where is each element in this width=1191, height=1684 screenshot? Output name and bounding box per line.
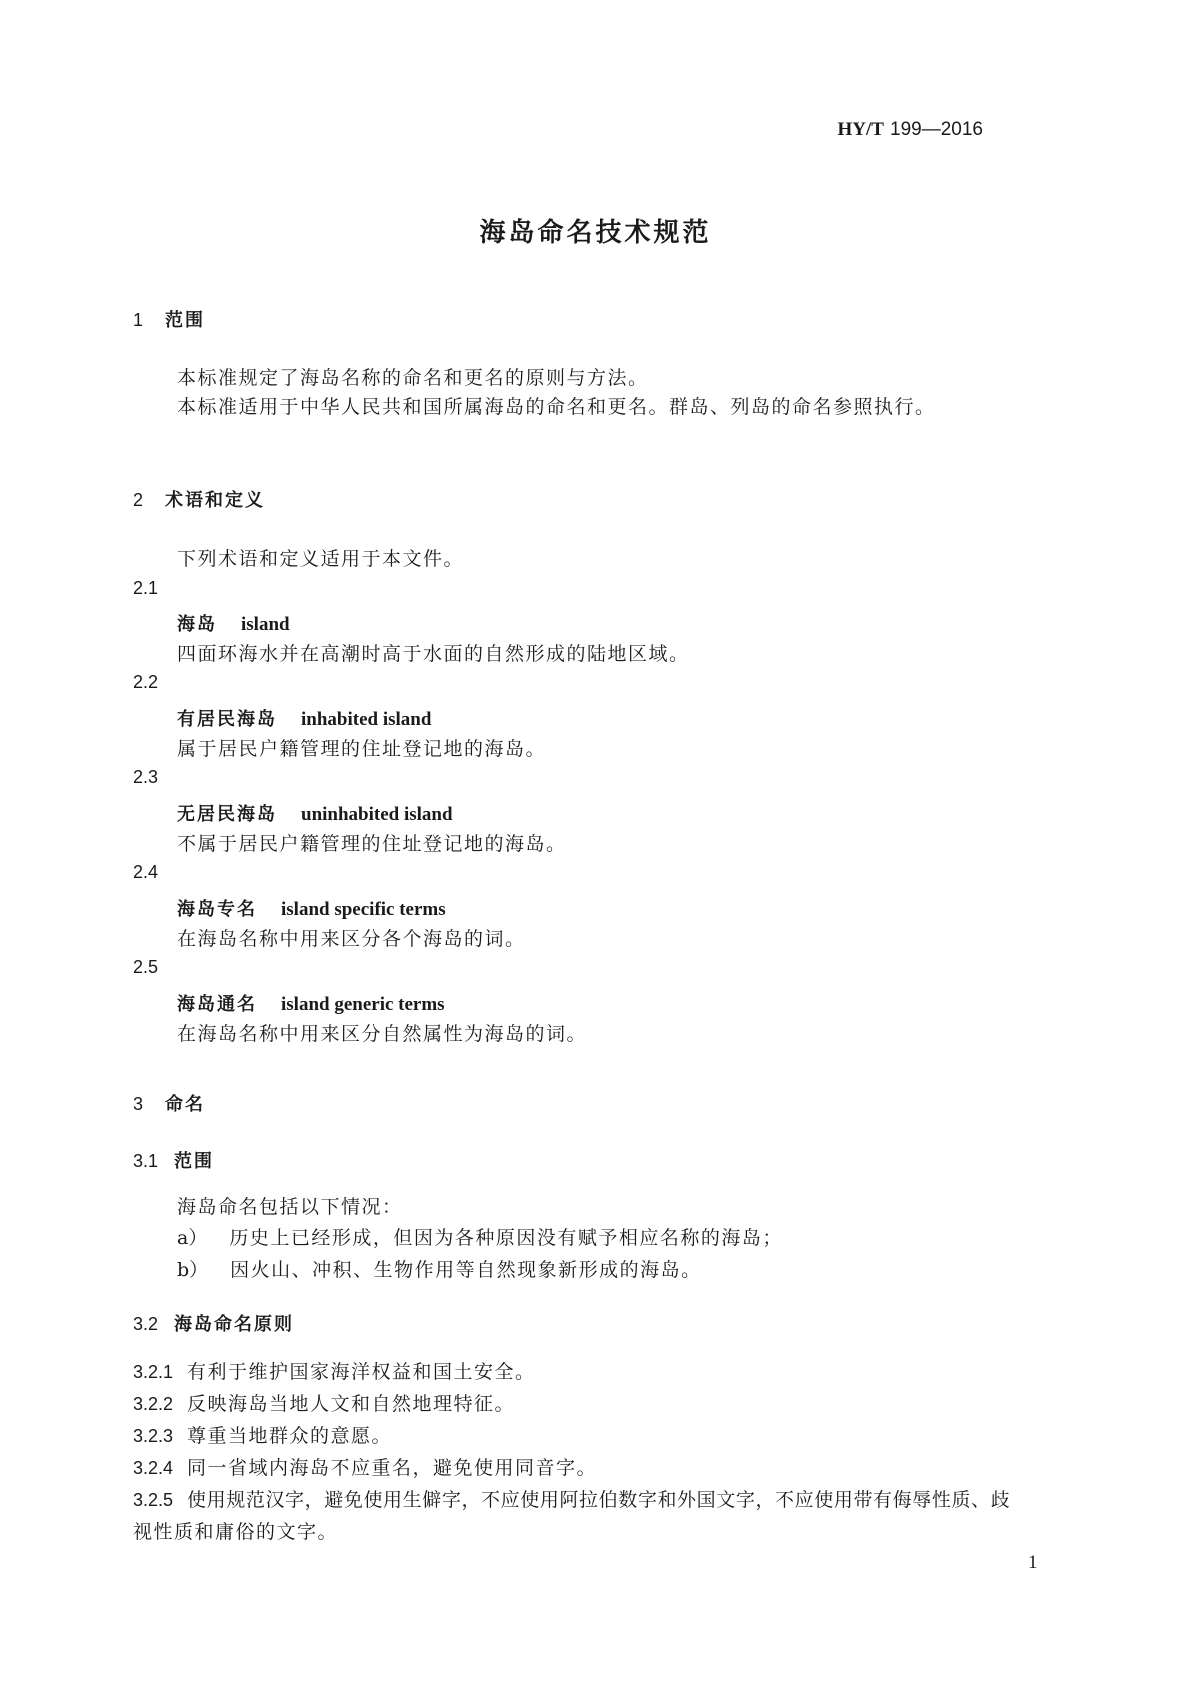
term-entry [177,990,445,1016]
term-english: island [241,614,290,635]
paragraph: 本标准规定了海岛名称的命名和更名的原则与方法。 [177,367,649,389]
list-item [177,1256,702,1284]
clause-number: 3.2.2 [133,1394,174,1414]
term-definition: 属于居民户籍管理的住址登记地的海岛。 [177,738,547,760]
clause-text: 使用规范汉字，避免使用生僻字，不应使用阿拉伯数字和外国文字，不应使用带有侮辱性质、歧 [187,1489,1011,1511]
term-definition: 在海岛名称中用来区分各个海岛的词。 [177,928,526,950]
term-entry [177,705,431,731]
term-chinese: 有居民海岛 [177,709,277,730]
term-english: inhabited island [301,709,432,730]
clause [133,1390,515,1418]
clause-text: 有利于维护国家海洋权益和国土安全。 [187,1361,536,1383]
subsection-title: 海岛命名原则 [174,1314,295,1335]
document-title: 海岛命名技术规范 [479,218,712,248]
section-title: 术语和定义 [165,490,266,511]
clause-number: 3.2.1 [133,1362,174,1382]
term-chinese: 海岛通名 [177,994,257,1015]
section-title: 范围 [165,310,206,331]
list-item [177,1224,783,1252]
paragraph: 下列术语和定义适用于本文件。 [177,548,465,570]
clause-number: 3.2.4 [133,1458,174,1478]
standard-number: 199—2016 [890,119,983,140]
section-number: 1 [133,310,144,330]
term-english: uninhabited island [301,804,453,825]
clause [133,1358,536,1386]
term-chinese: 海岛 [177,614,217,635]
clause [133,1486,1010,1514]
term-number: 2.5 [133,957,159,977]
subsection-number: 3.1 [133,1151,159,1171]
section-title: 命名 [165,1094,206,1115]
standard-prefix: HY/T [837,119,884,140]
page-number: 1 [1028,1552,1038,1573]
term-entry [177,895,446,921]
section-number: 2 [133,490,144,510]
clause-number: 3.2.5 [133,1490,174,1510]
list-marker: a） [177,1227,208,1249]
term-definition: 在海岛名称中用来区分自然属性为海岛的词。 [177,1023,588,1045]
paragraph: 海岛命名包括以下情况： [177,1196,403,1218]
term-entry [177,800,453,826]
term-definition: 四面环海水并在高潮时高于水面的自然形成的陆地区域。 [177,643,690,665]
list-marker: b） [177,1259,209,1281]
clause [133,1422,392,1450]
clause-text: 尊重当地群众的意愿。 [187,1425,393,1447]
section-number: 3 [133,1094,144,1114]
clause-text: 反映海岛当地人文和自然地理特征。 [187,1393,516,1415]
paragraph: 本标准适用于中华人民共和国所属海岛的命名和更名。群岛、列岛的命名参照执行。 [177,396,936,418]
term-english: island generic terms [281,994,445,1015]
section-3-heading [133,1090,205,1116]
term-definition: 不属于居民户籍管理的住址登记地的海岛。 [177,833,567,855]
term-english: island specific terms [281,899,446,920]
term-number: 2.1 [133,578,159,598]
term-entry [177,610,290,636]
subsection-3-1-heading [133,1147,214,1173]
section-1-heading [133,306,205,332]
list-item-text: 历史上已经形成，但因为各种原因没有赋予相应名称的海岛； [229,1227,783,1249]
subsection-number: 3.2 [133,1314,159,1334]
clause-continuation: 视性质和庸俗的文字。 [133,1521,339,1543]
subsection-3-2-heading [133,1310,294,1336]
term-number: 2.3 [133,767,159,787]
section-2-heading [133,486,265,512]
standard-code [838,118,983,141]
clause [133,1454,597,1482]
term-number: 2.2 [133,672,159,692]
subsection-title: 范围 [174,1151,215,1172]
term-chinese: 海岛专名 [177,899,257,920]
clause-text: 同一省域内海岛不应重名，避免使用同音字。 [187,1457,598,1479]
list-item-text: 因火山、冲积、生物作用等自然现象新形成的海岛。 [230,1259,702,1281]
term-chinese: 无居民海岛 [177,804,277,825]
clause-number: 3.2.3 [133,1426,174,1446]
term-number: 2.4 [133,862,159,882]
